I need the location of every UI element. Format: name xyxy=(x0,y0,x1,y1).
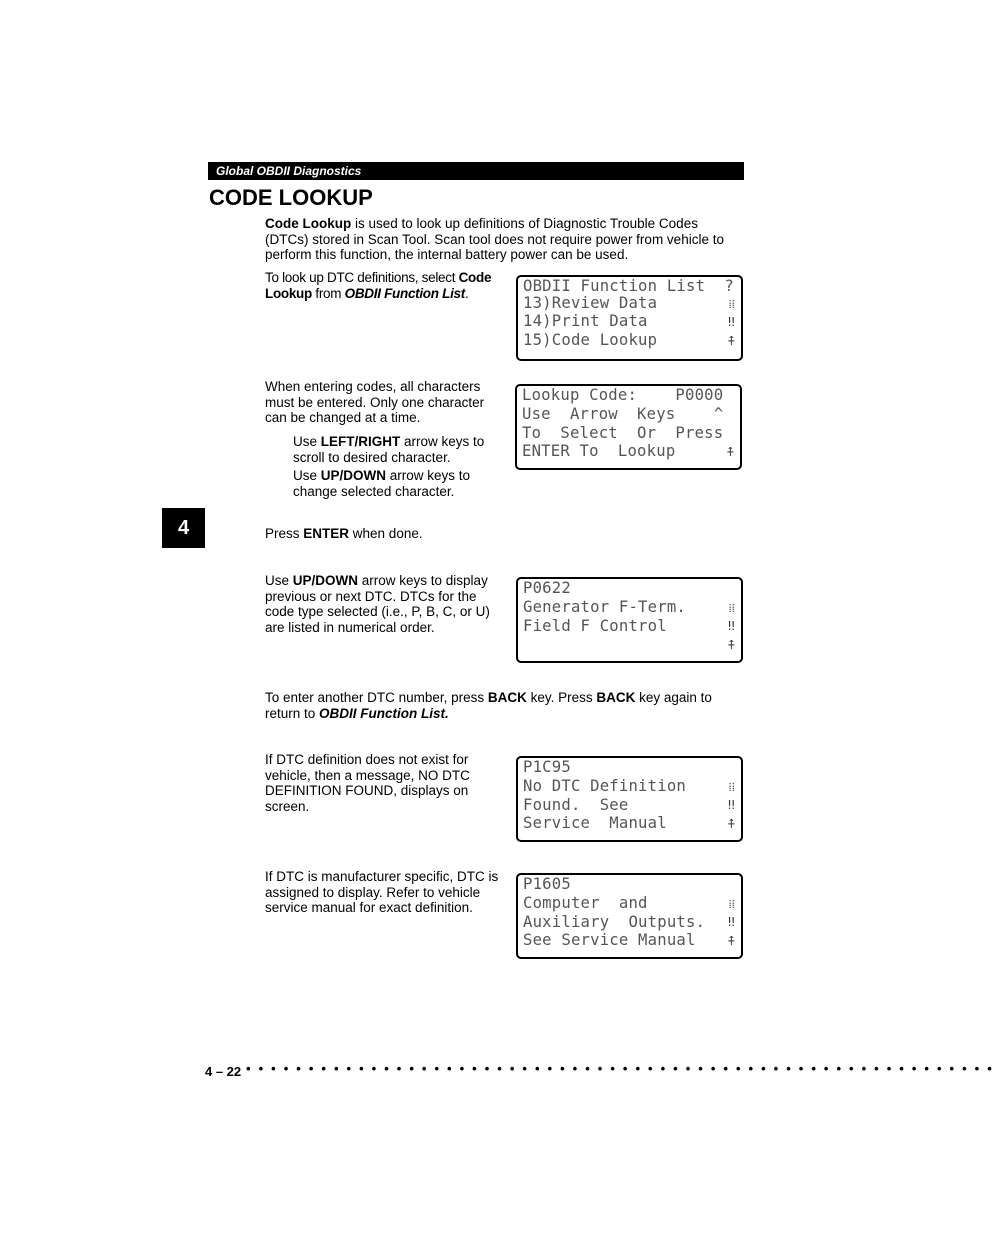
lcd-line: OBDII Function List ? xyxy=(523,277,734,295)
step5-menu-name: OBDII Function List. xyxy=(319,705,449,721)
step7-paragraph xyxy=(265,869,505,916)
enter-key-label: ENTER xyxy=(303,526,350,541)
step1-paragraph xyxy=(265,270,505,301)
lcd-line: 14)Print Data xyxy=(523,312,648,330)
scroll-bottom-icon: ⍏ xyxy=(727,334,735,348)
page-number: 4 – 22 xyxy=(205,1064,242,1079)
step1-menu-name: OBDII Function List xyxy=(344,285,465,301)
scroll-top-icon: ⁞⁞ xyxy=(728,297,735,311)
page-title: CODE LOOKUP xyxy=(209,185,373,210)
scroll-middle-icon: ‼ xyxy=(727,915,735,929)
lcd-screen-function-list xyxy=(516,275,743,361)
lcd-line: Found. See xyxy=(523,796,629,814)
intro-paragraph xyxy=(265,216,745,263)
scroll-middle-icon: ‼ xyxy=(727,619,735,633)
step2-sub1-a: Use xyxy=(293,434,321,449)
step2-paragraph xyxy=(265,379,505,426)
lcd-line: See Service Manual xyxy=(523,931,696,949)
scroll-bottom-icon: ⍏ xyxy=(727,817,735,831)
lcd-line: P1605 xyxy=(523,875,571,893)
step5-b: key. Press xyxy=(526,690,597,705)
up-down-key-label: UP/DOWN xyxy=(292,573,359,588)
step1-bold: Code Lookup xyxy=(265,270,492,301)
intro-bold: Code Lookup xyxy=(265,216,352,231)
scroll-top-icon: ⁞⁞ xyxy=(728,897,735,911)
step2-text: When entering codes, all characters must be entered. Only one character can be changed at a time. xyxy=(265,379,485,426)
scroll-bottom-icon: ⍏ xyxy=(726,445,734,459)
scroll-middle-icon: ‼ xyxy=(727,315,735,329)
up-down-key-label: UP/DOWN xyxy=(320,468,387,483)
lcd-line: Lookup Code: P0000 xyxy=(522,386,724,404)
step2-sub2-a: Use xyxy=(293,468,321,483)
lcd-line: 15)Code Lookup xyxy=(523,331,658,349)
lcd-line: No DTC Definition xyxy=(523,777,686,795)
lcd-line: 13)Review Data xyxy=(523,294,658,312)
step5-a: To enter another DTC number, press xyxy=(265,690,488,705)
step2-sub1-b: arrow keys to scroll to desired character. xyxy=(293,434,485,465)
lcd-screen-lookup-code xyxy=(515,384,742,470)
back-key-label: BACK xyxy=(596,690,636,705)
step2-sub1 xyxy=(293,434,505,465)
chapter-tab: 4 xyxy=(162,508,205,548)
scroll-top-icon: ⁞⁞ xyxy=(728,601,735,615)
step4-paragraph xyxy=(265,573,505,635)
lcd-line: Generator F-Term. xyxy=(523,598,686,616)
lcd-line: Field F Control xyxy=(523,617,667,635)
step6-paragraph xyxy=(265,752,490,814)
lcd-line: ENTER To Lookup xyxy=(522,442,676,460)
scroll-bottom-icon: ⍏ xyxy=(727,934,735,948)
back-key-label: BACK xyxy=(487,690,527,705)
step6-text: If DTC definition does not exist for vehicle, then a message, NO DTC DEFINITION FOUND, displays on screen. xyxy=(265,752,470,814)
intro-text: is used to look up definitions of Diagnostic Trouble Codes (DTCs) stored in Scan Tool. Scan tool does not require power from vehicle to perform this function, the internal battery power can be used. xyxy=(265,216,724,263)
lcd-screen-p0622 xyxy=(516,577,743,663)
footer-dot-leader: • • • • • • • • • • • • • • • • • • • • • • • • • • • • • • • • • • • • • • • • • • • • • • • • • • • • • • • • • • • • xyxy=(246,1061,994,1076)
lcd-line: Computer and xyxy=(523,894,648,912)
step7-text: If DTC is manufacturer specific, DTC is assigned to display. Refer to vehicle service manual for exact definition. xyxy=(265,869,499,916)
scroll-middle-icon: ‼ xyxy=(727,798,735,812)
step3-paragraph xyxy=(265,526,505,542)
step3-a: Press xyxy=(265,526,304,541)
lcd-line: Auxiliary Outputs. xyxy=(523,913,706,931)
lcd-screen-p1605 xyxy=(516,873,743,959)
step5-c: key again to return to xyxy=(265,690,712,721)
scroll-bottom-icon: ⍏ xyxy=(727,638,735,652)
section-header-text: Global OBDII Diagnostics xyxy=(216,164,362,178)
step5-paragraph xyxy=(265,690,745,721)
lcd-line: To Select Or Press xyxy=(522,424,724,442)
step1-text3: . xyxy=(464,285,469,301)
lcd-line: Use Arrow Keys ^ xyxy=(522,405,724,423)
step3-b: when done. xyxy=(349,526,423,541)
section-header-bar xyxy=(208,162,744,180)
step2-sub2-b: arrow keys to change selected character. xyxy=(293,468,471,499)
step4-b: arrow keys to display previous or next DTC. DTCs for the code type selected (i.e., P, B, C, or U) are listed in numerical order. xyxy=(265,573,490,635)
lcd-screen-p1c95 xyxy=(516,756,743,842)
step2-sub2 xyxy=(293,468,505,499)
left-right-key-label: LEFT/RIGHT xyxy=(320,434,401,449)
lcd-line: P1C95 xyxy=(523,758,571,776)
step1-text1: To look up DTC definitions, select xyxy=(265,270,459,285)
scroll-top-icon: ⁞⁞ xyxy=(728,780,735,794)
step1-text2: from xyxy=(311,285,345,301)
step4-a: Use xyxy=(265,573,293,588)
lcd-line: Service Manual xyxy=(523,814,667,832)
lcd-line: P0622 xyxy=(523,579,571,597)
